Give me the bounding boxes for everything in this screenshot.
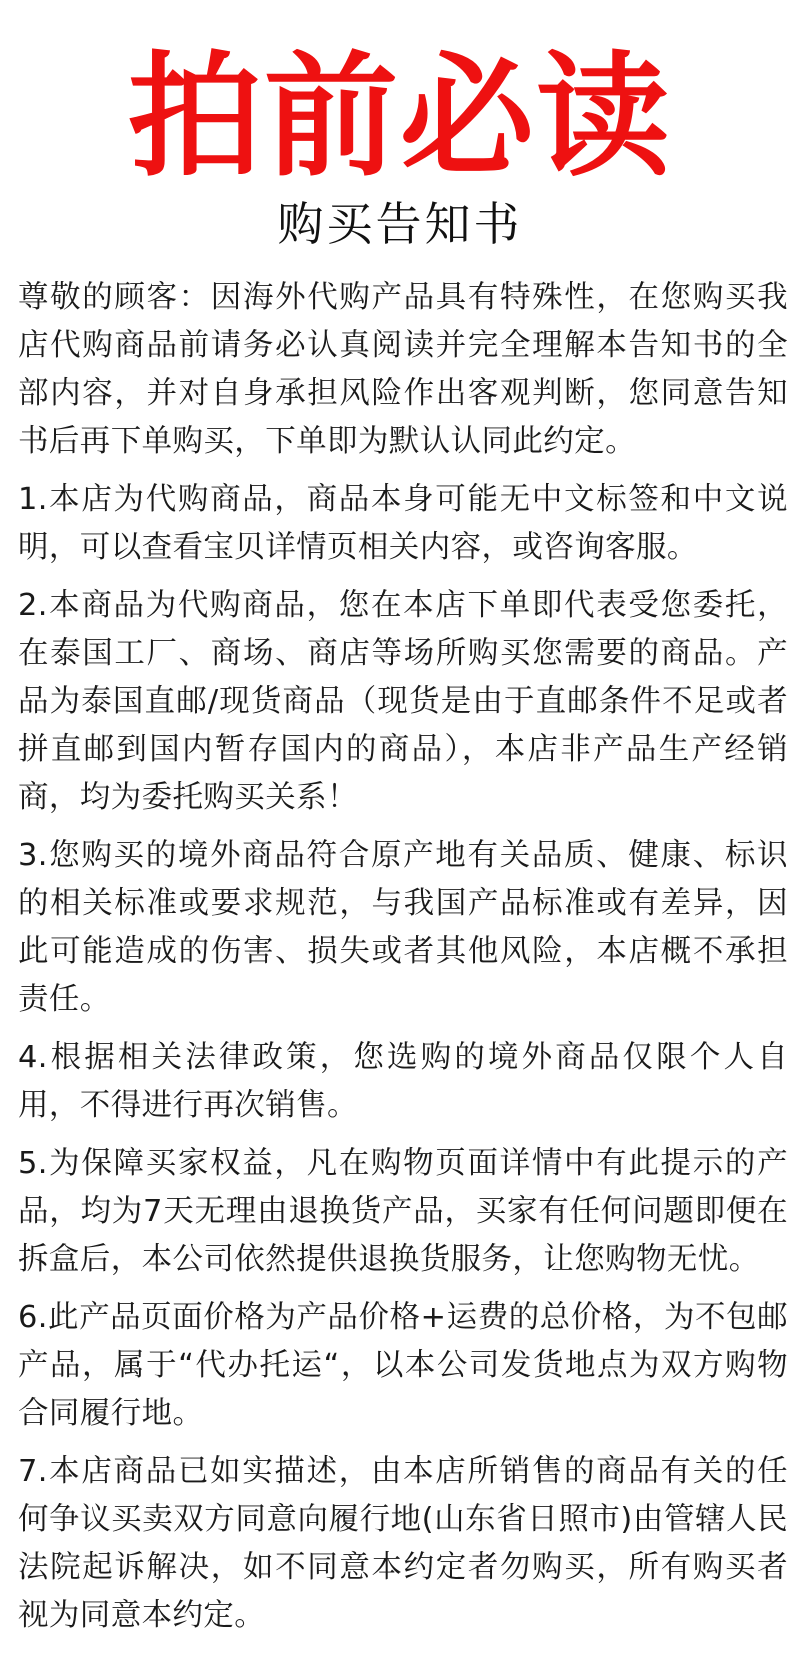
notice-item-4: 4.根据相关法律政策，您选购的境外商品仅限个人自用，不得进行再次销售。: [18, 1040, 788, 1123]
notice-intro: 尊敬的顾客：因海外代购产品具有特殊性，在您购买我店代购商品前请务必认真阅读并完全理解本告知书的全部内容，并对自身承担风险作出客观判断，您同意告知书后再下单购买，下单即为默认认同此约定。: [18, 280, 788, 459]
notice-item-2: 2.本商品为代购商品，您在本店下单即代表受您委托，在泰国工厂、商场、商店等场所购买您需要的商品。产品为泰国直邮/现货商品（现货是由于直邮条件不足或者拼直邮到国内暂存国内的商品），本店非产品生产经销商，均为委托购买关系！: [18, 588, 788, 815]
notice-item-7: 7.本店商品已如实描述，由本店所销售的商品有关的任何争议买卖双方同意向履行地(山东省日照市)由管辖人民法院起诉解决，如不同意本约定者勿购买，所有购买者视为同意本约定。: [18, 1454, 788, 1633]
notice-item-6: 6.此产品页面价格为产品价格+运费的总价格，为不包邮产品，属于“代办托运“，以本公司发货地点为双方购物合同履行地。: [18, 1300, 788, 1431]
page-subtitle: 购买告知书: [277, 197, 523, 251]
page-title: 拍前必读: [127, 37, 672, 195]
notice-item-1: 1.本店为代购商品，商品本身可能无中文标签和中文说明，可以查看宝贝详情页相关内容，或咨询客服。: [18, 482, 788, 565]
notice-body: [18, 274, 788, 1650]
notice-item-3: 3.您购买的境外商品符合原产地有关品质、健康、标识的相关标准或要求规范，与我国产品标准或有差异，因此可能造成的伤害、损失或者其他风险，本店概不承担责任。: [18, 838, 788, 1017]
notice-item-5: 5.为保障买家权益，凡在购物页面详情中有此提示的产品，均为7天无理由退换货产品，买家有任何问题即便在拆盒后，本公司依然提供退换货服务，让您购物无忧。: [18, 1146, 788, 1277]
